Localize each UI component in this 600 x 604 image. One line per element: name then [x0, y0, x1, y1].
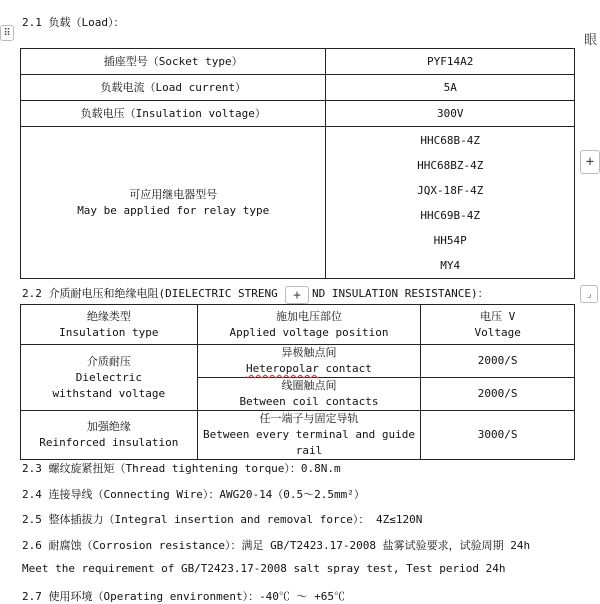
para-2-7-partial: 2.7 使用环境（Operating environment）：-40℃ ～ +65℃ — [22, 590, 346, 603]
reinforced-position-cn: 任一端子与固定导轨 — [259, 412, 359, 425]
table-move-handle[interactable] — [0, 25, 14, 41]
dielectric-type-en-1: Dielectric — [75, 370, 142, 384]
relay-type-label-cn: 可应用继电器型号 — [129, 187, 218, 201]
heteropolar-position-en — [198, 361, 421, 377]
add-row-button[interactable] — [580, 150, 600, 174]
relay-type-label-en: May be applied for relay type — [77, 203, 270, 217]
table-corner-handle[interactable] — [580, 285, 598, 303]
relay-type-list — [326, 127, 575, 279]
dielectric-type-cell — [21, 345, 198, 411]
para-2-3: 2.3 螺纹旋紧扭矩（Thread tightening torque）：0.8N.m — [22, 462, 341, 475]
dielectric-type-en-2: withstand voltage — [52, 386, 166, 400]
coil-contacts-position-en: Between coil contacts — [239, 395, 379, 408]
load-current-label: 负载电流（Load current） — [21, 75, 326, 101]
header-voltage-cn: 电压 V — [480, 309, 516, 323]
relay-type-item: HHC68B-4Z — [420, 133, 481, 147]
reinforced-type-cn: 加强绝缘 — [86, 420, 131, 433]
header-applied-position-cn: 施加电压部位 — [275, 309, 342, 323]
relay-type-item: JQX-18F-4Z — [417, 183, 484, 197]
plus-icon: + — [585, 154, 595, 170]
heading-2-1: 2.1 负载（Load）： — [22, 16, 125, 29]
heteropolar-position — [197, 345, 421, 378]
para-2-6: 2.6 耐腐蚀（Corrosion resistance）：满足 GB/T2423.17-2008 盐雾试验要求，试验周期 24h — [22, 539, 531, 552]
relay-type-item: MY4 — [440, 258, 461, 272]
heteropolar-position-cn: 异极触点间 — [281, 346, 337, 359]
socket-type-value: PYF14A2 — [326, 49, 575, 75]
header-voltage — [421, 305, 575, 345]
reinforced-type-en: Reinforced insulation — [39, 436, 179, 449]
para-2-6-en: Meet the requirement of GB/T2423.17-2008 salt spray test, Test period 24h — [22, 562, 506, 575]
reinforced-position-en: Between every terminal and guide rail — [203, 428, 415, 457]
heteropolar-voltage: 2000/S — [421, 345, 575, 378]
insulation-table — [20, 304, 575, 460]
header-voltage-en: Voltage — [474, 325, 521, 339]
coil-contacts-voltage: 2000/S — [421, 378, 575, 411]
relay-type-label — [21, 127, 326, 279]
reinforced-voltage: 3000/S — [421, 411, 575, 460]
relay-type-item: HHC68BZ-4Z — [417, 158, 484, 172]
para-2-5: 2.5 整体插拔力（Integral insertion and removal force）： 4Z≤120N — [22, 513, 423, 526]
heteropolar-position-en-rest: contact — [318, 362, 372, 375]
para-2-4: 2.4 连接导线（Connecting Wire）：AWG20-14（0.5～2.5mm²） — [22, 488, 365, 501]
load-current-value: 5A — [326, 75, 575, 101]
header-insulation-type — [21, 305, 198, 345]
plus-icon: + — [293, 287, 301, 303]
header-applied-position — [197, 305, 421, 345]
corner-icon: ⌟ — [585, 288, 593, 300]
reinforced-type-cell — [21, 411, 198, 460]
spellcheck-word[interactable]: Heteropolar — [246, 362, 319, 375]
load-voltage-value: 300V — [326, 101, 575, 127]
socket-type-label: 插座型号（Socket type） — [21, 49, 326, 75]
header-applied-position-en: Applied voltage position — [229, 325, 389, 339]
relay-type-item: HHC69B-4Z — [420, 208, 481, 222]
relay-type-item: HH54P — [433, 233, 467, 247]
heading-2-2-left: 2.2 介质耐电压和绝缘电阻(DIELECTRIC STRENG — [22, 287, 278, 300]
side-panel-icon[interactable]: 眼 — [584, 33, 598, 48]
coil-contacts-position-cn: 线圈触点间 — [281, 379, 337, 392]
header-insulation-type-cn: 绝缘类型 — [86, 309, 131, 323]
header-insulation-type-en: Insulation type — [59, 325, 159, 339]
coil-contacts-position — [197, 378, 421, 411]
dielectric-type-cn: 介质耐压 — [86, 354, 131, 368]
load-table — [20, 48, 575, 279]
load-voltage-label: 负载电压（Insulation voltage） — [21, 101, 326, 127]
reinforced-position — [197, 411, 421, 460]
heading-2-2-right: ND INSULATION RESISTANCE)： — [312, 287, 489, 300]
drag-handle-icon: ⠿ — [3, 27, 11, 39]
add-column-button[interactable] — [285, 286, 309, 304]
